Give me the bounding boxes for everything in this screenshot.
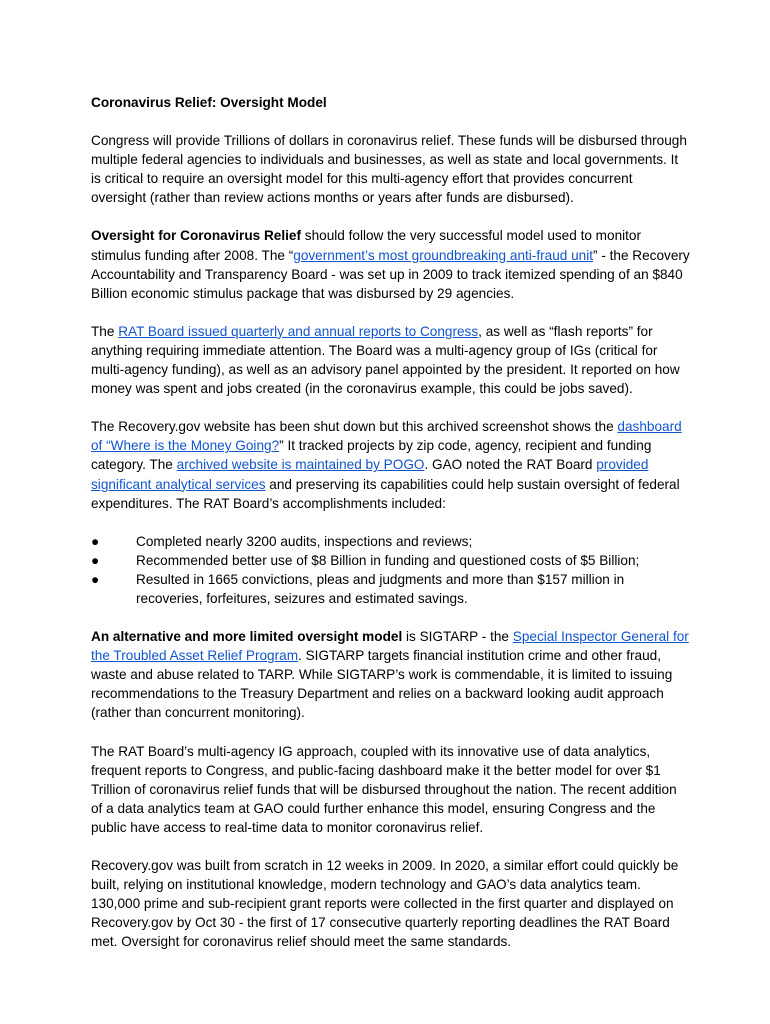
oversight-text-2: ” - the Recovery Accountability and Transparency Board - was set up in 2009 to track itemized spending of an $840 Billion economic stimulus package that was disbursed by 29 agencies. (91, 247, 690, 301)
sigtarp-link[interactable]: Special Inspector General for the Troubled Asset Relief Program (91, 629, 689, 664)
better-model-paragraph: The RAT Board’s multi-agency IG approach, coupled with its innovative use of data analytics, frequent reports to Congress, and public-facing dashboard make it the better model for over $1 Trillion of coronavirus relief funds that will be disbursed throughout the nation. The recent addition of a data analytics team at GAO could further enhance this model, ensuring Congress and the public have access to real-time data to monitor coronavirus relief. (91, 743, 677, 835)
recovery-website-paragraph (91, 417, 690, 512)
analytical-services-link[interactable]: provided significant analytical services (91, 457, 649, 492)
anti-fraud-unit-link[interactable]: government’s most groundbreaking anti-fraud unit (293, 247, 594, 263)
recovery-text-2: . GAO noted the RAT Board (424, 457, 597, 473)
sigtarp-text-1: is SIGTARP - the (402, 629, 513, 645)
rat-board-text-0: The (91, 323, 119, 339)
recovery-text-3: and preserving its capabilities could help sustain oversight of federal expenditures. The RAT Board’s accomplishments included: (91, 476, 680, 511)
bullet-icon: ● (91, 552, 100, 568)
sigtarp-bold-lead: An alternative and more limited oversight model (91, 629, 403, 645)
accomplishments-list (91, 532, 690, 608)
intro-paragraph: Congress will provide Trillions of dollars in coronavirus relief. These funds will be disbursed through multiple federal agencies to individuals and businesses, as well as state and local governments. It is critical to require an oversight model for this multi-agency effort that provides concurrent oversight (rather than review actions months or years after funds are disbursed). (91, 133, 687, 206)
bullet-icon: ● (91, 533, 100, 549)
rat-board-text-1: , as well as “flash reports” for anything requiring immediate attention. The Board was a multi-agency group of IGs (critical for multi-agency funding), as well as an advisory panel appointed by the president. It reported on how money was spent and jobs created (in the coronavirus example, this could be jobs saved). (91, 323, 680, 397)
list-item (91, 551, 690, 570)
recovery-built-paragraph: Recovery.gov was built from scratch in 12 weeks in 2009. In 2020, a similar effort could quickly be built, relying on institutional knowledge, modern technology and GAO’s data analytics team. 130,000 prime and sub-recipient grant reports were collected in the first quarter and displayed on Recovery.gov by Oct 30 - the first of 17 consecutive quarterly reporting deadlines the RAT Board met. Oversight for coronavirus relief should meet the same standards. (91, 858, 679, 950)
rat-board-reports-link[interactable]: RAT Board issued quarterly and annual reports to Congress (118, 323, 479, 339)
dashboard-link[interactable]: dashboard of “Where is the Money Going? (91, 419, 682, 454)
rat-board-reports-paragraph (91, 322, 690, 398)
sigtarp-paragraph (91, 627, 690, 722)
sigtarp-text-2: . SIGTARP targets financial institution crime and other fraud, waste and abuse related to TARP. While SIGTARP’s work is commendable, it is limited to issuing recommendations to the Treasury Department and relies on a backward looking audit approach (rather than concurrent monitoring). (91, 648, 673, 721)
recovery-text-0: The Recovery.gov website has been shut down but this archived screenshot shows the (91, 419, 618, 435)
oversight-text-1: should follow the very successful model used to monitor stimulus funding after 2008. The “ (91, 228, 642, 263)
recovery-text-1: ” It tracked projects by zip code, agency, recipient and funding category. The (91, 438, 652, 473)
accomplishment-text: Recommended better use of $8 Billion in funding and questioned costs of $5 Billion; (136, 552, 640, 568)
accomplishment-text: Resulted in 1665 convictions, pleas and judgments and more than $157 million in recoveries, forfeitures, seizures and estimated savings. (136, 571, 625, 606)
document-title: Coronavirus Relief: Oversight Model (91, 95, 327, 110)
list-item (91, 570, 690, 608)
list-item (91, 532, 690, 551)
archived-website-link[interactable]: archived website is maintained by POGO (176, 457, 425, 473)
oversight-bold-lead: Oversight for Coronavirus Relief (91, 228, 301, 244)
oversight-paragraph (91, 226, 690, 302)
accomplishment-text: Completed nearly 3200 audits, inspections and reviews; (136, 533, 473, 549)
bullet-icon: ● (91, 571, 100, 587)
